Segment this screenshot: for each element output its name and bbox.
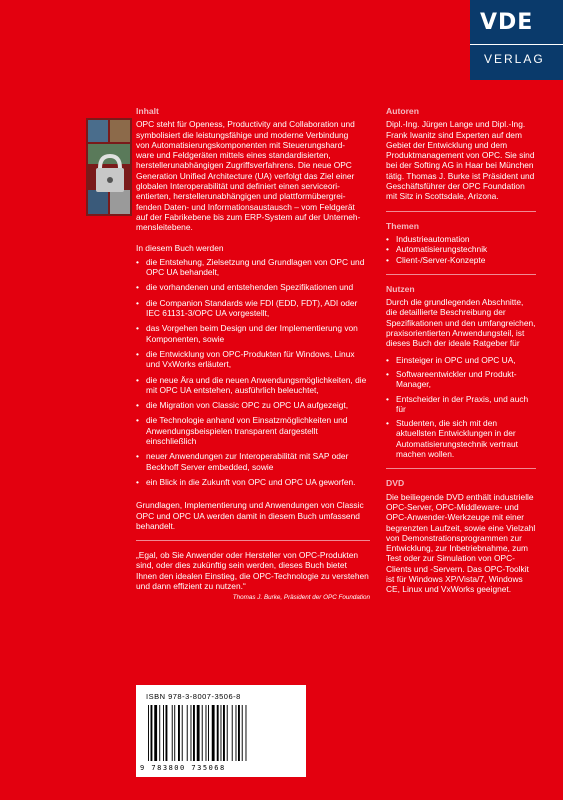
barcode-digits: 9 783800 735068 — [140, 764, 226, 772]
list-item: • die Migration von Classic OPC zu OPC UA aufgezeigt, — [136, 400, 370, 410]
list-item: • Studenten, die sich mit den aktuellsten Entwicklungen in der Automatisierungstechnik vertraut machen wollen. — [386, 418, 536, 459]
intro-line: herstellerunabhängigen Zugriffsverfahrens. Die neue OPC — [136, 160, 352, 171]
barcode-bar — [193, 705, 195, 761]
nutzen-list — [386, 355, 536, 460]
intro-line: globalen Interoperabilität und definiert einen serviceori- — [136, 181, 340, 192]
sidebar-column — [386, 106, 536, 595]
barcode-bar — [223, 705, 225, 761]
autoren-heading: Autoren — [386, 106, 419, 116]
barcode-bar — [166, 705, 168, 761]
list-item: • die neue Ära und die neuen Anwendungsmöglichkeiten, die mit OPC UA entstehen, ausführlich beleuchtet, — [136, 375, 370, 396]
list-item: • die Entwicklung von OPC-Produkten für Windows, Linux und VxWorks erläutert, — [136, 349, 370, 370]
list-item: • die vorhandenen und entstehenden Spezifikationen und — [136, 282, 370, 292]
barcode-bar — [246, 705, 247, 761]
nutzen-text: Durch die grundlegenden Abschnitte, die detaillierte Beschreibung der Spezifikationen und den umfangreichen, praxisorientierten Anwendungsteil, ist dieses Buch der ideale Ratgeber für — [386, 297, 536, 349]
list-item: • Automatisierungstechnik — [386, 244, 536, 254]
list-item: • Industrieautomation — [386, 234, 536, 244]
themen-list — [386, 234, 536, 265]
inhalt-list — [136, 257, 370, 487]
barcode-bar — [238, 705, 240, 761]
barcode-bar — [163, 705, 164, 761]
barcode-bar — [227, 705, 228, 761]
barcode-bar — [212, 705, 215, 761]
themen-heading: Themen — [386, 220, 419, 231]
list-item: • neuer Anwendungen zur Interoperabilität mit SAP oder Beckhoff Server embedded, sowie — [136, 451, 370, 472]
barcode-bars — [146, 705, 296, 761]
barcode-bar — [232, 705, 233, 761]
barcode-bar — [197, 705, 200, 761]
barcode-bar — [159, 705, 160, 761]
list-item: • die Entstehung, Zielsetzung und Grundlagen von OPC und OPC UA behandelt, — [136, 257, 370, 278]
autoren-text: Dipl.-Ing. Jürgen Lange und Dipl.-Ing. Frank Iwanitz sind Experten auf dem Gebiet der Entwicklung und dem Produktmanagement von OPC. Sie sind bei der Softing AG in Haar bei München tätig. Thomas J. Burke ist Präsident und Geschäftsführer der OPC Foundation mit Sitz in Scottsdale, Arizona. — [386, 119, 535, 202]
intro-line: von Automatisierungskomponenten mit Steuerungshard- — [136, 139, 346, 150]
list-item: • die Technologie anhand von Einsatzmöglichkeiten und Anwendungsbeispielen transparent dargestellt einschließlich — [136, 415, 370, 446]
isbn-text: ISBN 978-3-8007-3506-8 — [146, 692, 241, 701]
barcode-bar — [151, 705, 153, 761]
divider — [136, 540, 370, 541]
list-item: • die Companion Standards wie FDI (EDD, FDT), ADI oder IEC 61131-3/OPC UA vorgestellt, — [136, 298, 370, 319]
list-item: • das Vorgehen beim Design und der Implementierung von Komponenten, sowie — [136, 323, 370, 344]
dvd-text: Die beiliegende DVD enthält industrielle OPC-Server, OPC-Middleware- und OPC-Anwender-Werkzeuge mit einer begrenzten Laufzeit, sowie eine Vielzahl von Demonstrationsprogrammen zur Entwicklung, zur Inbetriebnahme, zum Test oder zur Simulation von OPC-Clients und -Servern. Das OPC-Toolkit ist für Windows XP/Vista/7, Windows CE, Linux und VxWorks geeignet. — [386, 491, 536, 595]
barcode-bar — [208, 705, 209, 761]
inhalt-summary: Grundlagen, Implementierung und Anwendungen von Classic OPC und OPC UA werden damit in diesem Buch umfassend behandelt. — [136, 500, 364, 531]
intro-line: ware und Feldgeräten mittels eines standardisierten, — [136, 150, 331, 161]
divider — [386, 211, 536, 212]
inhalt-intro — [136, 119, 370, 232]
dvd-heading: DVD — [386, 478, 405, 489]
barcode-bar — [206, 705, 207, 761]
logo-imprint: VERLAG — [484, 52, 545, 66]
barcode-bar — [178, 705, 180, 761]
divider — [386, 274, 536, 275]
barcode-bar — [148, 705, 149, 761]
quote-text: „Egal, ob Sie Anwender oder Hersteller von OPC-Produkten sind, oder dies zukünftig sein werden, dieses Buch bietet Ihnen den idealen Einstieg, die OPC-Technologie zu verstehen und dann effizient zu nutzen.“ — [136, 550, 369, 591]
isbn-barcode — [136, 685, 306, 777]
intro-line: auf der Fabrikebene bis zum ERP-System auf der Unterneh- — [136, 211, 361, 222]
inhalt-heading: Inhalt — [136, 106, 159, 116]
logo-divider — [470, 44, 563, 45]
intro-line: mensleitebene. — [136, 222, 193, 233]
list-item: • Client-/Server-Konzepte — [386, 255, 536, 265]
padlock-collage-image — [86, 118, 132, 216]
barcode-bar — [217, 705, 219, 761]
barcode-bar — [221, 705, 222, 761]
barcode-bar — [154, 705, 157, 761]
intro-line: Generation Unified Architecture (UA) verfolgt das Ziel einer — [136, 170, 355, 181]
nutzen-heading: Nutzen — [386, 283, 415, 294]
barcode-bar — [187, 705, 188, 761]
quote-author: Thomas J. Burke, Präsident der OPC Foundation — [232, 594, 370, 602]
barcode-bar — [191, 705, 192, 761]
barcode-bar — [172, 705, 173, 761]
divider — [386, 468, 536, 469]
list-item: • Einsteiger in OPC und OPC UA, — [386, 355, 536, 365]
logo-brand: VDE — [480, 10, 534, 35]
list-item: • Entscheider in der Praxis, und auch für — [386, 394, 536, 415]
barcode-bar — [174, 705, 175, 761]
list-item: • Softwareentwickler und Produkt-Manager, — [386, 369, 536, 390]
vde-verlag-logo — [470, 0, 563, 80]
intro-line: fenden Daten- und Informationsaustausch – vom Feldgerät — [136, 201, 355, 212]
inhalt-column — [136, 106, 370, 604]
barcode-bar — [182, 705, 183, 761]
intro-line: entierten, herstellerunabhängigen und plattformübergrei- — [136, 191, 346, 202]
barcode-bar — [242, 705, 243, 761]
barcode-bar — [236, 705, 237, 761]
list-item: • ein Blick in die Zukunft von OPC und OPC UA geworfen. — [136, 477, 370, 487]
intro-line: OPC steht für Openess, Productivity and Collaboration und — [136, 119, 355, 130]
intro-line: symbolisiert die leistungsfähige und moderne Verbindung — [136, 129, 349, 140]
barcode-bar — [202, 705, 203, 761]
list-intro: In diesem Buch werden — [136, 242, 224, 253]
